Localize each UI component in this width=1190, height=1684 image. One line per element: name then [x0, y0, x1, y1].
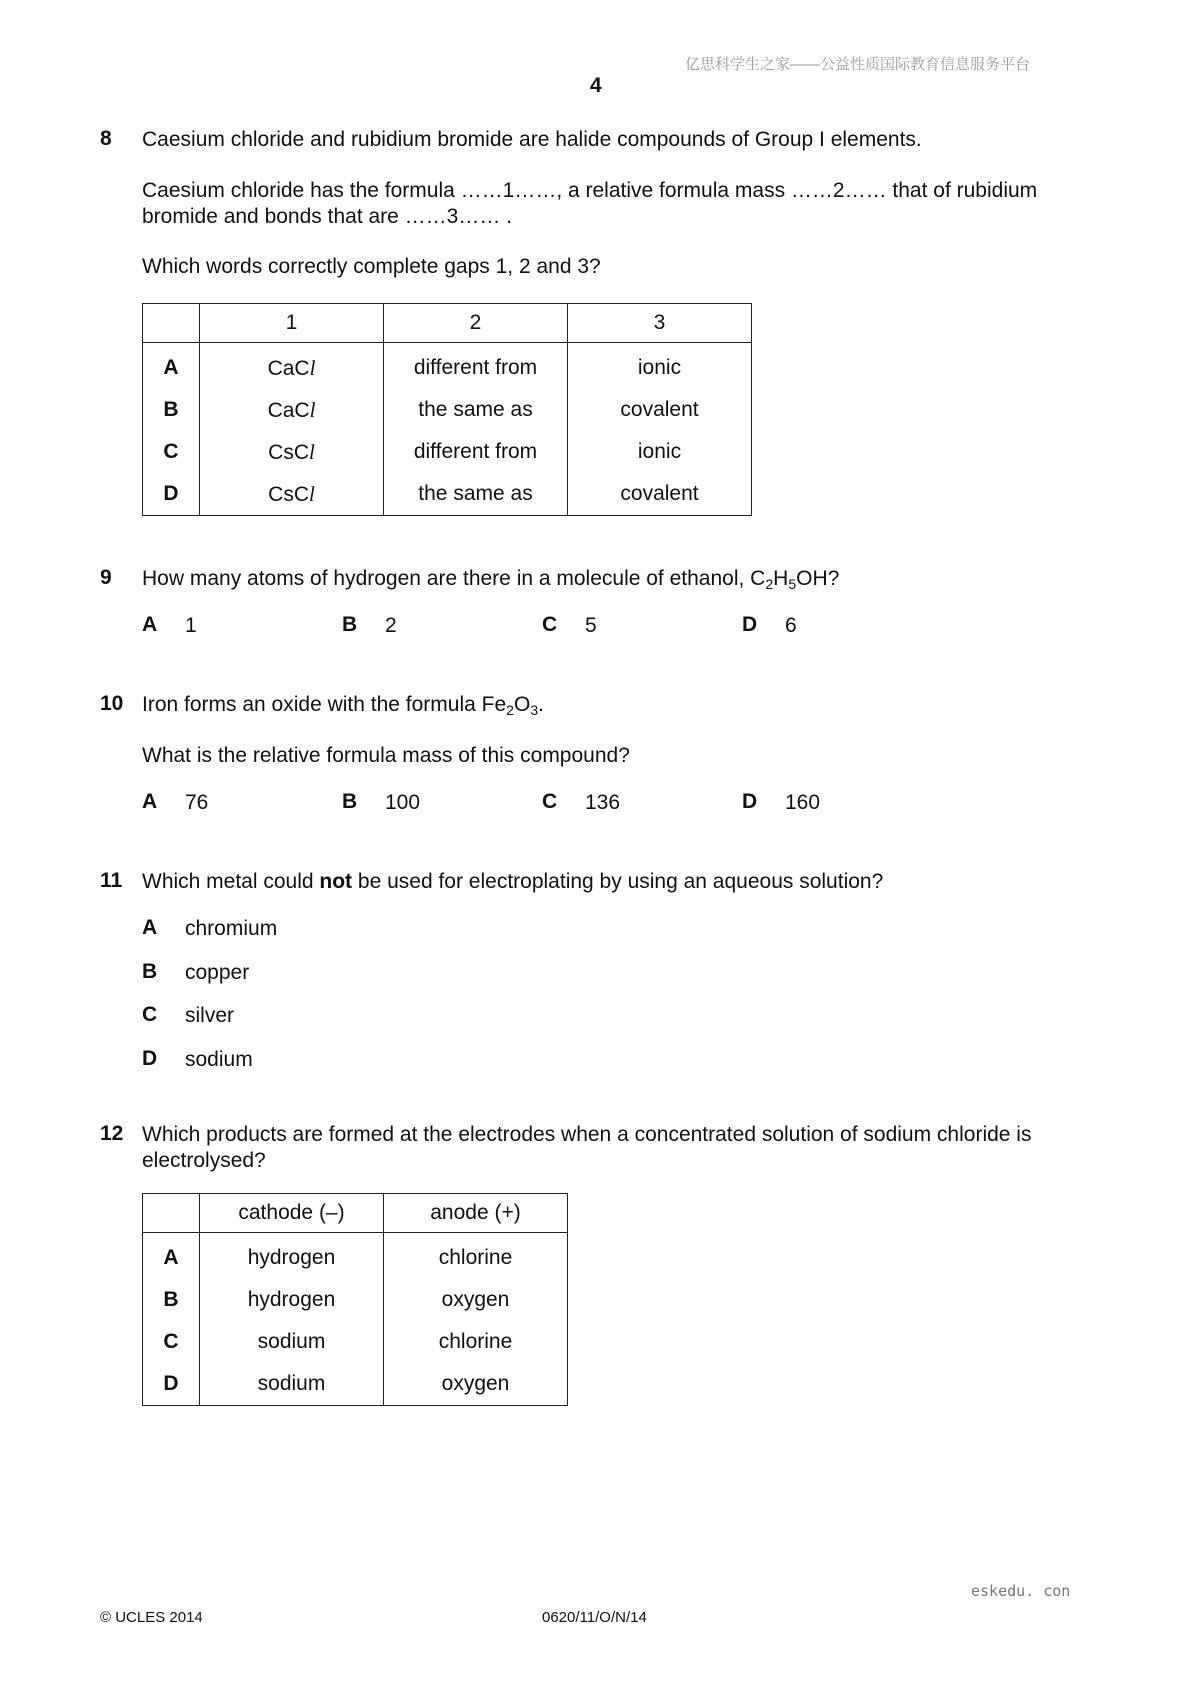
- question-9-text-before: How many atoms of hydrogen are there in a molecule of ethanol, C: [142, 567, 766, 590]
- subscript: 2: [506, 702, 514, 718]
- question-8-stem-line2: bromide and bonds that are ……3…… .: [142, 205, 513, 228]
- option-label: C: [143, 1321, 200, 1363]
- question-8-prompt: Which words correctly complete gaps 1, 2 and 3?: [142, 255, 601, 278]
- question-10-text-mid: O: [513, 693, 531, 716]
- question-12-table: [142, 1193, 568, 1406]
- mass-comparison-cell: different from: [384, 343, 568, 390]
- option-value: 76: [185, 791, 209, 814]
- anode-product-cell: chlorine: [384, 1321, 568, 1363]
- question-9-text: [142, 566, 839, 592]
- mass-comparison-cell: the same as: [384, 389, 568, 431]
- table-row: [143, 431, 752, 473]
- formula-cell: [200, 473, 384, 516]
- table-header-gap-3: 3: [568, 304, 752, 343]
- table-header-blank: [143, 304, 200, 343]
- cathode-product-cell: sodium: [200, 1321, 384, 1363]
- option-letter: B: [342, 613, 358, 636]
- formula-base: Cs: [268, 482, 294, 506]
- bond-type-cell: ionic: [568, 343, 752, 390]
- question-9-number: 9: [100, 566, 112, 589]
- cathode-product-cell: hydrogen: [200, 1279, 384, 1321]
- option-value: 2: [385, 614, 397, 637]
- option-value: 1: [185, 614, 197, 637]
- question-11-text-after: be used for electroplating by using an aqueous solution?: [352, 870, 884, 893]
- option-letter: B: [342, 790, 358, 813]
- question-8-number: 8: [100, 127, 112, 150]
- question-10-prompt: What is the relative formula mass of this compound?: [142, 744, 630, 767]
- formula-cell: [200, 389, 384, 431]
- table-header-anode: anode (+): [384, 1194, 568, 1233]
- page-number: 4: [590, 74, 602, 97]
- option-label: B: [143, 389, 200, 431]
- watermark-text: 亿思科学生之家——公益性质国际教育信息服务平台: [685, 56, 1031, 73]
- anode-product-cell: oxygen: [384, 1279, 568, 1321]
- option-value: 136: [585, 791, 621, 814]
- formula-element: C: [294, 398, 310, 422]
- option-label: D: [143, 473, 200, 516]
- question-10-options: [142, 790, 1092, 818]
- option-value: chromium: [185, 917, 278, 940]
- formula-element-suffix: l: [309, 355, 316, 380]
- mass-comparison-cell: different from: [384, 431, 568, 473]
- option-value: sodium: [185, 1048, 253, 1071]
- mass-comparison-cell: the same as: [384, 473, 568, 516]
- table-header-cathode: cathode (–): [200, 1194, 384, 1233]
- question-11-text: [142, 869, 883, 895]
- table-header-blank: [143, 1194, 200, 1233]
- formula-base: Ca: [267, 356, 295, 380]
- cathode-product-cell: sodium: [200, 1363, 384, 1406]
- table-row: [143, 473, 752, 516]
- bond-type-cell: covalent: [568, 389, 752, 431]
- subscript: 5: [788, 576, 797, 592]
- anode-product-cell: oxygen: [384, 1363, 568, 1406]
- question-11-text-before: Which metal could: [142, 870, 320, 893]
- option-letter: A: [142, 790, 158, 813]
- option-letter: D: [742, 790, 758, 813]
- formula-element-suffix: l: [309, 397, 316, 422]
- question-10-text: [142, 692, 544, 718]
- question-10-text-after: .: [538, 693, 544, 716]
- question-11-options: [142, 916, 442, 1096]
- formula-cell: [200, 343, 384, 390]
- formula-element: C: [293, 482, 309, 506]
- question-8-stem-line1: Caesium chloride has the formula ……1……, a relative formula mass ……2…… that of rubidium: [142, 179, 1038, 202]
- option-letter: A: [142, 613, 158, 636]
- option-value: 5: [585, 614, 597, 637]
- option-letter: B: [142, 960, 158, 983]
- table-row: [143, 389, 752, 431]
- bond-type-cell: covalent: [568, 473, 752, 516]
- paper-code: 0620/11/O/N/14: [542, 1609, 647, 1626]
- option-value: silver: [185, 1004, 235, 1027]
- question-8-stem: [142, 178, 1097, 230]
- table-row: [143, 1363, 568, 1406]
- question-9-options: [142, 613, 1092, 641]
- question-11-emphasis: not: [319, 870, 353, 893]
- option-label: D: [143, 1363, 200, 1406]
- formula-element-suffix: l: [309, 481, 315, 506]
- question-11-number: 11: [100, 869, 123, 892]
- table-header-gap-2: 2: [384, 304, 568, 343]
- question-10-text-before: Iron forms an oxide with the formula Fe: [142, 693, 507, 716]
- question-12-line2: electrolysed?: [142, 1149, 266, 1172]
- option-letter: D: [742, 613, 758, 636]
- option-value: copper: [185, 961, 250, 984]
- option-letter: C: [142, 1003, 158, 1026]
- option-label: C: [143, 431, 200, 473]
- option-value: 160: [785, 791, 821, 814]
- site-watermark: eskedu. con: [971, 1582, 1071, 1600]
- option-label: B: [143, 1279, 200, 1321]
- formula-element: C: [293, 440, 309, 464]
- formula-base: Cs: [268, 440, 294, 464]
- question-12-line1: Which products are formed at the electrodes when a concentrated solution of sodium chloride is: [142, 1123, 1032, 1146]
- formula-base: Ca: [267, 398, 295, 422]
- cathode-product-cell: hydrogen: [200, 1233, 384, 1280]
- question-10-number: 10: [100, 692, 124, 715]
- option-letter: C: [542, 613, 558, 636]
- copyright: © UCLES 2014: [100, 1609, 203, 1626]
- formula-element: C: [294, 356, 310, 380]
- question-12-number: 12: [100, 1122, 124, 1145]
- question-8-intro: Caesium chloride and rubidium bromide are halide compounds of Group I elements.: [142, 128, 922, 151]
- option-label: A: [143, 343, 200, 390]
- option-letter: C: [542, 790, 558, 813]
- table-header-gap-1: 1: [200, 304, 384, 343]
- formula-cell: [200, 431, 384, 473]
- formula-element-suffix: l: [309, 439, 315, 464]
- anode-product-cell: chlorine: [384, 1233, 568, 1280]
- table-row: [143, 1321, 568, 1363]
- subscript: 2: [765, 576, 774, 592]
- bond-type-cell: ionic: [568, 431, 752, 473]
- option-value: 100: [385, 791, 421, 814]
- question-8-table: [142, 303, 752, 516]
- option-value: 6: [785, 614, 797, 637]
- table-row: [143, 1279, 568, 1321]
- question-12-text: [142, 1122, 1097, 1174]
- option-letter: A: [142, 916, 158, 939]
- table-row: [143, 1233, 568, 1280]
- option-letter: D: [142, 1047, 158, 1070]
- option-label: A: [143, 1233, 200, 1280]
- question-9-text-mid: H: [773, 567, 789, 590]
- table-row: [143, 343, 752, 390]
- subscript: 3: [530, 702, 539, 718]
- question-9-text-after: OH?: [796, 567, 840, 590]
